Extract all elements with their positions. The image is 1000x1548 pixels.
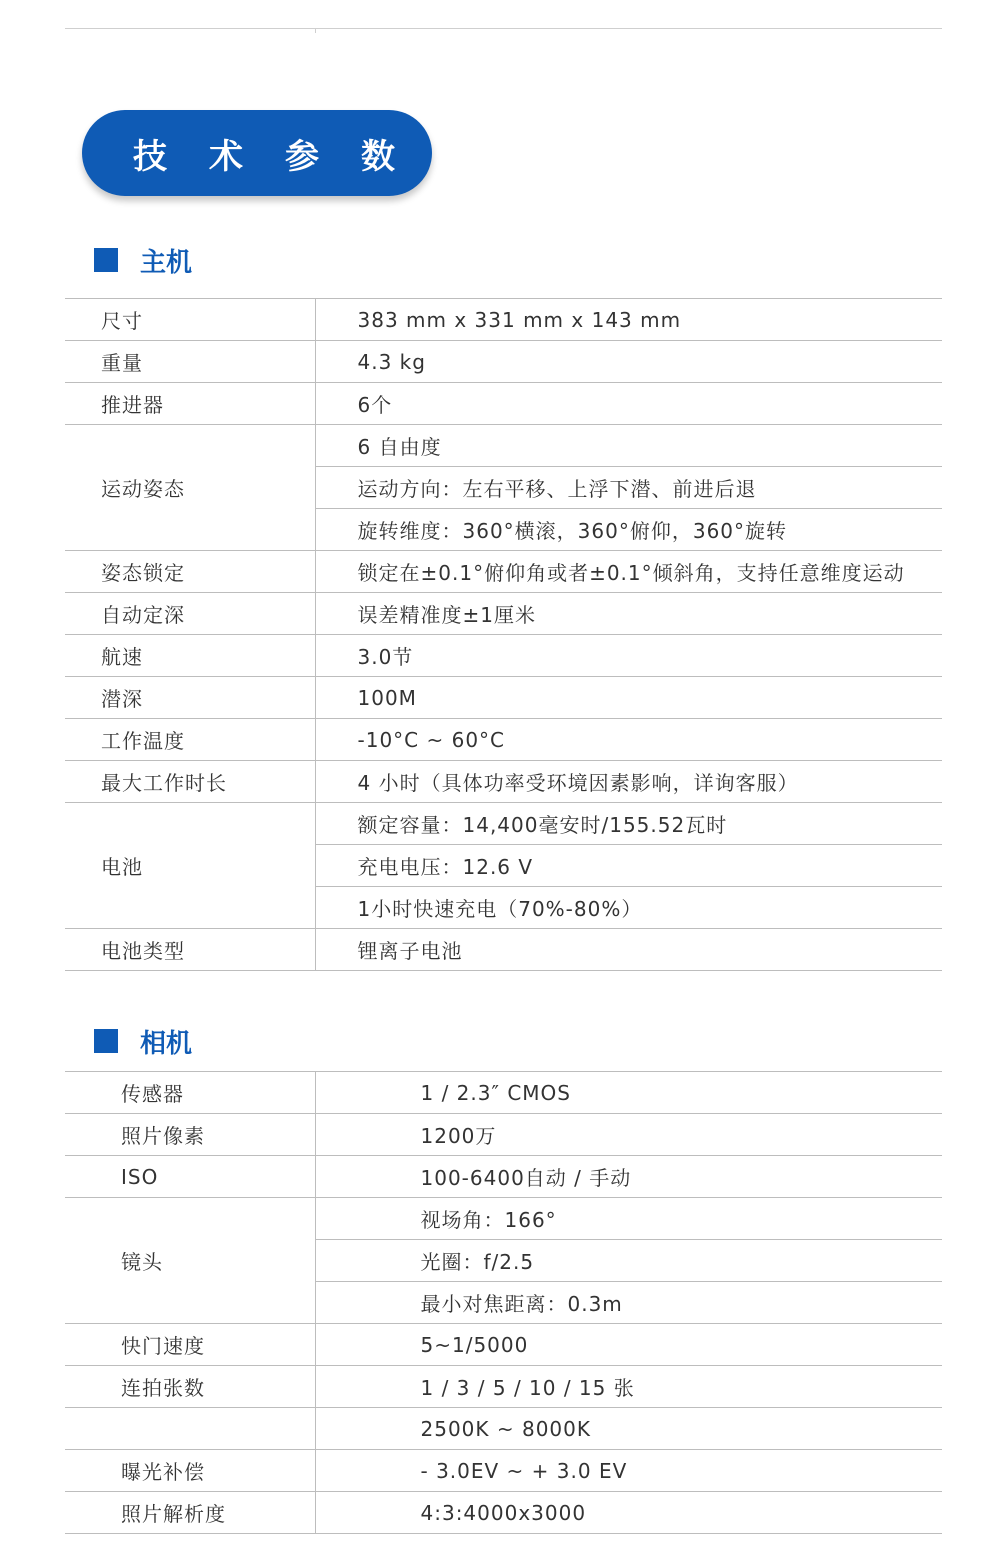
spec-value: -10°C ~ 60°C: [315, 719, 942, 761]
table-row: [65, 1198, 942, 1240]
spec-key: 照片解析度: [65, 1492, 315, 1534]
spec-value: 运动方向：左右平移、上浮下潜、前进后退: [315, 467, 942, 509]
spec-key: 工作温度: [65, 719, 315, 761]
table-row: [65, 635, 942, 677]
square-bullet-icon: [94, 248, 118, 272]
banner-char: 数: [361, 136, 395, 177]
spec-value: 误差精准度±1厘米: [315, 593, 942, 635]
table-row: [65, 929, 942, 971]
table-row: [65, 1114, 942, 1156]
table-row: [65, 299, 942, 341]
spec-value: 4:3:4000x3000: [315, 1492, 942, 1534]
banner-char: 参: [285, 136, 319, 177]
spec-value: 1小时快速充电（70%-80%）: [315, 887, 942, 929]
spec-key: 潜深: [65, 677, 315, 719]
spec-key: 自动定深: [65, 593, 315, 635]
spec-value: 视场角：166°: [315, 1198, 942, 1240]
spec-value: 1 / 2.3″ CMOS: [315, 1072, 942, 1114]
spec-key: 重量: [65, 341, 315, 383]
spec-value: 锂离子电池: [315, 929, 942, 971]
spec-key: ISO: [65, 1156, 315, 1198]
table-row: [65, 677, 942, 719]
spec-value: 100-6400自动 / 手动: [315, 1156, 942, 1198]
banner-char: 技: [133, 136, 167, 177]
spec-key: 连拍张数: [65, 1366, 315, 1408]
spec-value: 383 mm x 331 mm x 143 mm: [315, 299, 942, 341]
host-spec-table: [65, 298, 942, 971]
table-row: [65, 719, 942, 761]
spec-value: 充电电压：12.6 V: [315, 845, 942, 887]
spec-value: 3.0节: [315, 635, 942, 677]
spec-value: 5~1/5000: [315, 1324, 942, 1366]
spec-key: 镜头: [65, 1198, 315, 1324]
spec-value: 光圈：f/2.5: [315, 1240, 942, 1282]
table-row: [65, 761, 942, 803]
spec-key: 曝光补偿: [65, 1450, 315, 1492]
square-bullet-icon: [94, 1029, 118, 1053]
spec-value: 最小对焦距离：0.3m: [315, 1282, 942, 1324]
host-section-heading: [94, 240, 192, 280]
spec-key: 快门速度: [65, 1324, 315, 1366]
camera-section-heading: [94, 1021, 192, 1061]
spec-key: 电池类型: [65, 929, 315, 971]
spec-value: 1 / 3 / 5 / 10 / 15 张: [315, 1366, 942, 1408]
spec-value: 1200万: [315, 1114, 942, 1156]
table-row: [65, 1072, 942, 1114]
spec-value: 4 小时（具体功率受环境因素影响，详询客服）: [315, 761, 942, 803]
spec-value: 6个: [315, 383, 942, 425]
table-row: [65, 593, 942, 635]
spec-value: 2500K ~ 8000K: [315, 1408, 942, 1450]
spec-key: 推进器: [65, 383, 315, 425]
spec-key: 运动姿态: [65, 425, 315, 551]
table-row: [65, 383, 942, 425]
table-row: [65, 1366, 942, 1408]
banner-char: 术: [209, 136, 243, 177]
top-divider-tick: [315, 28, 316, 33]
table-row: [65, 1492, 942, 1534]
spec-value: 4.3 kg: [315, 341, 942, 383]
camera-section-title: 相机: [140, 1028, 193, 1059]
camera-spec-table: [65, 1071, 942, 1534]
spec-key: 姿态锁定: [65, 551, 315, 593]
table-row: [65, 803, 942, 845]
spec-value: 额定容量：14,400毫安时/155.52瓦时: [315, 803, 942, 845]
spec-value: 锁定在±0.1°俯仰角或者±0.1°倾斜角，支持任意维度运动: [315, 551, 942, 593]
spec-key: 传感器: [65, 1072, 315, 1114]
spec-value: 6 自由度: [315, 425, 942, 467]
spec-key: 电池: [65, 803, 315, 929]
table-row: [65, 1450, 942, 1492]
spec-value: 100M: [315, 677, 942, 719]
host-section-title: 主机: [140, 247, 193, 278]
table-row: [65, 425, 942, 467]
table-row: [65, 551, 942, 593]
spec-key: 航速: [65, 635, 315, 677]
spec-key: 最大工作时长: [65, 761, 315, 803]
section-banner: [82, 110, 432, 196]
table-row: [65, 1408, 942, 1450]
table-row: [65, 341, 942, 383]
table-row: [65, 1156, 942, 1198]
top-divider: [65, 28, 942, 29]
table-row: [65, 1324, 942, 1366]
spec-key: [65, 1408, 315, 1450]
spec-value: - 3.0EV ~ + 3.0 EV: [315, 1450, 942, 1492]
spec-value: 旋转维度：360°横滚，360°俯仰，360°旋转: [315, 509, 942, 551]
spec-key: 尺寸: [65, 299, 315, 341]
spec-key: 照片像素: [65, 1114, 315, 1156]
